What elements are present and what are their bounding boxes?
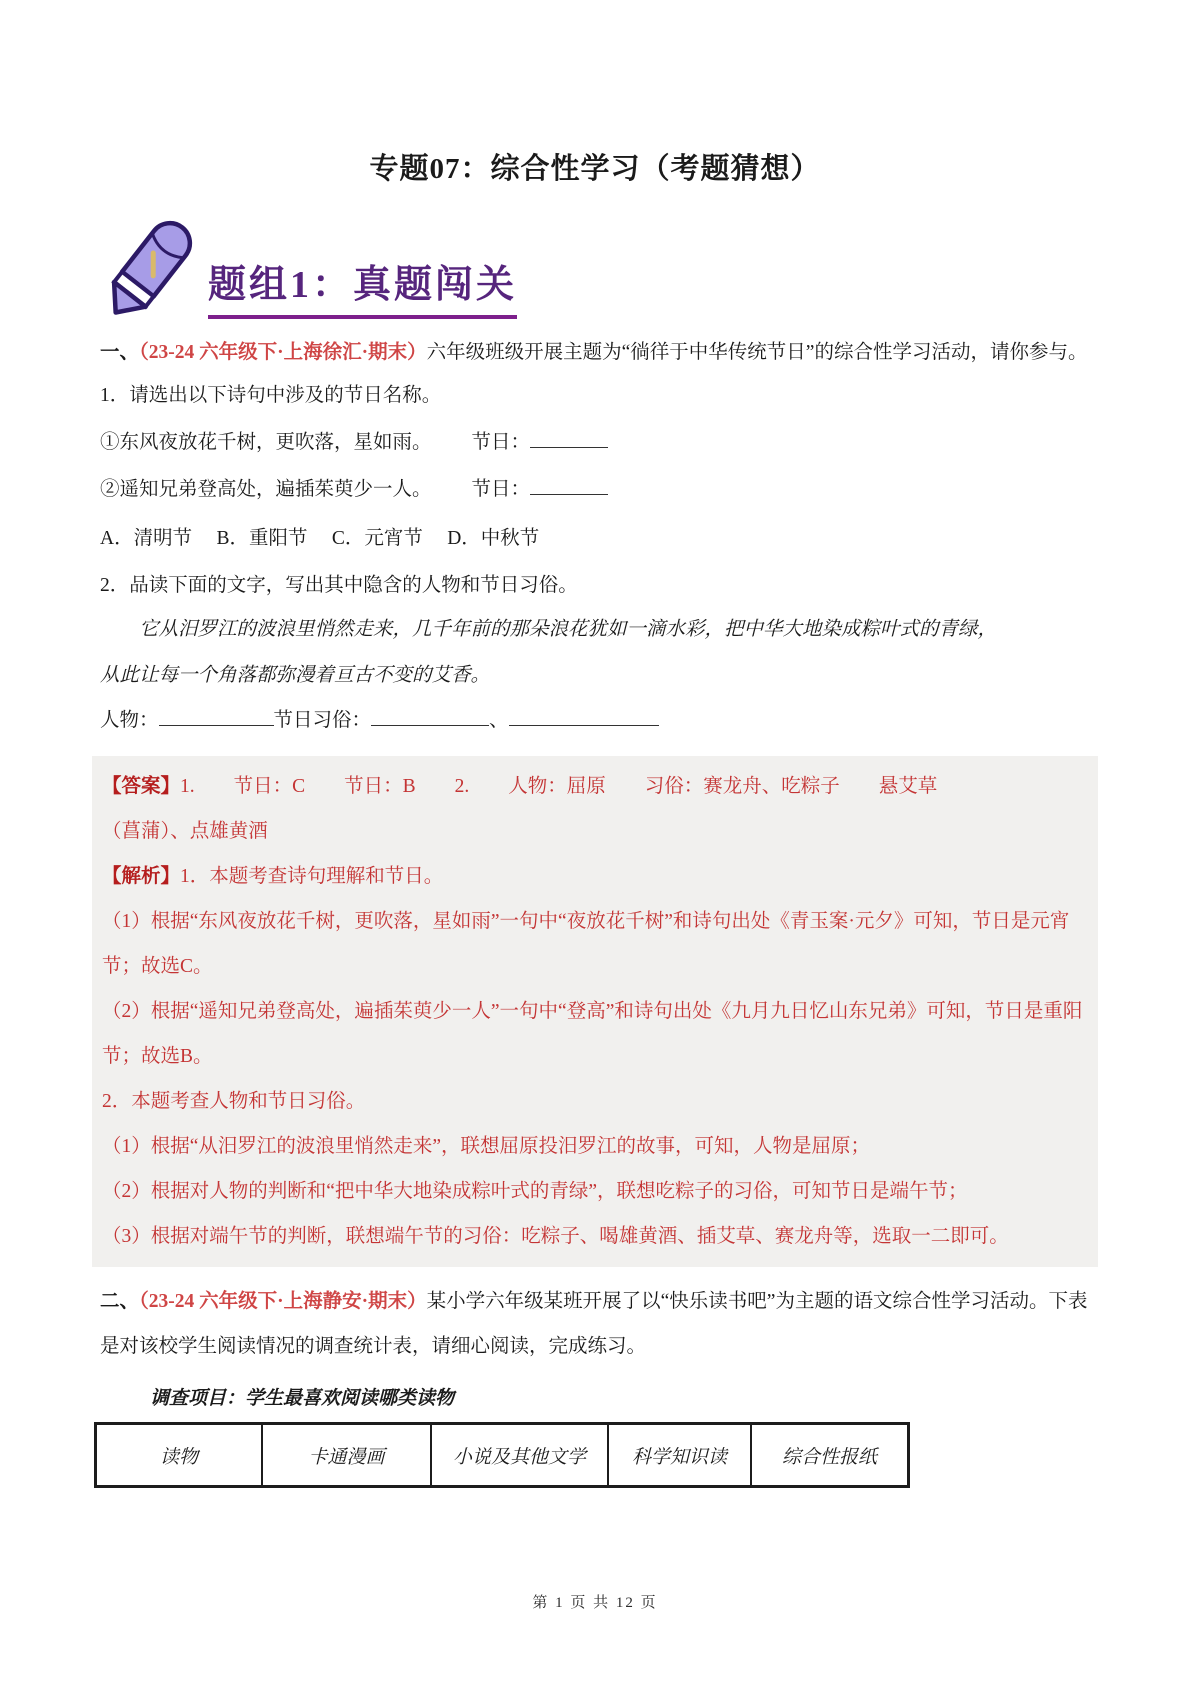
analysis-text-1: 1．本题考查诗句理解和节日。: [180, 866, 444, 887]
question-2-source: （23-24 六年级下·上海静安·期末）: [139, 1291, 427, 1312]
question-1-sub2: 2．品读下面的文字，写出其中隐含的人物和节日习俗。: [100, 575, 578, 596]
answer-block: [92, 756, 1098, 1267]
festival-blank-1: [530, 428, 608, 449]
poem-2-text: ②遥知兄弟登高处，遍插茱萸少一人。: [100, 479, 432, 500]
poem-line-2: [100, 474, 1090, 505]
analysis-line-6: （2）根据对人物的判断和“把中华大地染成粽叶式的青绿”，联想吃粽子的习俗，可知节日是端午节；: [102, 1181, 968, 1202]
answer-text-1: 1. 节日：C 节日：B 2. 人物：屈原 习俗：赛龙舟、吃粽子 悬艾草: [180, 776, 938, 797]
table-row: [96, 1424, 909, 1487]
question-1-source: （23-24 六年级下·上海徐汇·期末）: [139, 342, 427, 363]
question-1-intro-text: 六年级班级开展主题为“徜徉于中华传统节日”的综合性学习活动，请你参与。: [426, 342, 1088, 363]
fill-in-line: [100, 705, 1090, 736]
table-cell-cartoon: 卡通漫画: [262, 1424, 431, 1487]
festival-blank-2: [530, 475, 608, 496]
poem-1-text: ①东风夜放花千树，更吹落，星如雨。: [100, 432, 432, 453]
analysis-label: 【解析】: [102, 866, 181, 887]
analysis-line-3: （2）根据“遥知兄弟登高处，遍插茱萸少一人”一句中“登高”和诗句出处《九月九日忆山东兄弟》可知，节日是重阳节；故选B。: [102, 1001, 1083, 1067]
question-2-intro: [100, 1279, 1090, 1369]
festival-label-1: 节日：: [471, 432, 531, 453]
section-header: [100, 207, 1090, 325]
passage-line-1: 它从汨罗江的波浪里悄然走来，几千年前的那朵浪花犹如一滴水彩，把中华大地染成粽叶式的青绿，: [139, 619, 998, 640]
custom-blank-1: [371, 706, 489, 727]
person-label: 人物：: [100, 710, 159, 731]
person-blank: [159, 706, 274, 727]
survey-table: [94, 1422, 910, 1488]
poem-line-1: [100, 427, 1090, 458]
analysis-line-5: （1）根据“从汨罗江的波浪里悄然走来”，联想屈原投汨罗江的故事，可知，人物是屈原；: [102, 1136, 871, 1157]
table-cell-novel: 小说及其他文学: [431, 1424, 608, 1487]
table-cell-newspaper: 综合性报纸: [751, 1424, 909, 1487]
reading-passage: [100, 607, 1090, 699]
answer-line: [102, 764, 1088, 809]
analysis-line-7: （3）根据对端午节的判断，联想端午节的习俗：吃粽子、喝雄黄酒、插艾草、赛龙舟等，选取一二即可。: [102, 1226, 1009, 1247]
answer-options: A．清明节 B．重阳节 C．元宵节 D．中秋节: [100, 528, 540, 549]
table-cell-category: 读物: [96, 1424, 263, 1487]
page-title: 专题07：综合性学习（考题猜想）: [369, 153, 821, 185]
question-2-number: 二、: [100, 1291, 140, 1312]
section-heading: 题组1：真题闯关: [208, 264, 517, 319]
analysis-line-2: （1）根据“东风夜放花千树，更吹落，星如雨”一句中“夜放花千树”和诗句出处《青玉案·元夕》可知，节日是元宵节；故选C。: [102, 911, 1070, 977]
question-1-number: 一、: [100, 342, 140, 363]
enum-comma: 、: [489, 710, 509, 731]
custom-blank-2: [509, 706, 659, 727]
passage-line-2: 从此让每一个角落都弥漫着亘古不变的艾香。: [100, 665, 491, 686]
survey-title: 调查项目：学生最喜欢阅读哪类读物: [150, 1388, 455, 1409]
table-cell-science: 科学知识读: [608, 1424, 751, 1487]
page-footer: 第 1 页 共 12 页: [532, 1595, 658, 1611]
question-1-intro: [100, 337, 1090, 368]
analysis-line-1: [102, 854, 1088, 899]
pencil-icon: [100, 207, 204, 325]
question-1-sub1: 1．请选出以下诗句中涉及的节日名称。: [100, 385, 442, 406]
analysis-line-4: 2．本题考查人物和节日习俗。: [102, 1091, 366, 1112]
question-2-intro-text: 某小学六年级某班开展了以“快乐读书吧”为主题的语文综合性学习活动。下表是对该校学生阅读情况的调查统计表，请细心阅读，完成练习。: [100, 1291, 1088, 1357]
answer-label: 【答案】: [102, 776, 181, 797]
custom-label: 节日习俗：: [273, 710, 372, 731]
festival-label-2: 节日：: [471, 479, 531, 500]
answer-line-2: （菖蒲）、点雄黄酒: [102, 821, 268, 842]
